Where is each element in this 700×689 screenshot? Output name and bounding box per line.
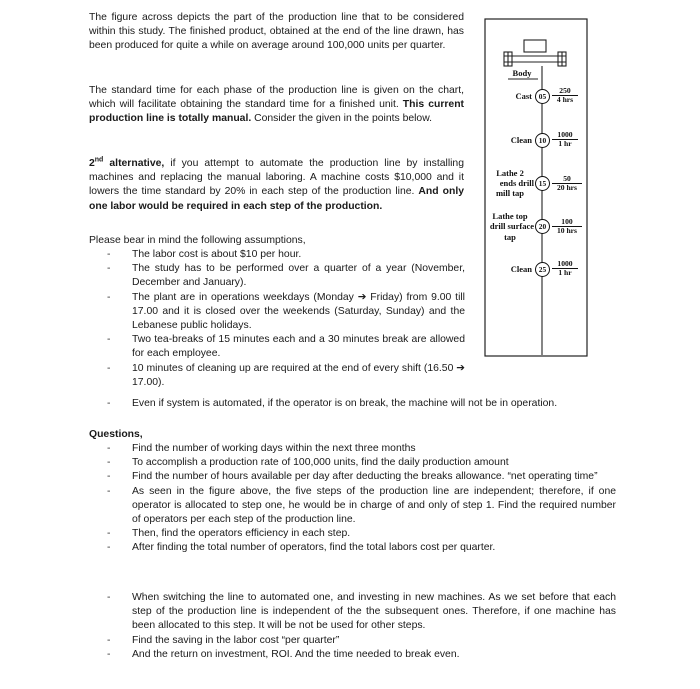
step-25-label: Clean [510,264,532,274]
assumptions-heading: Please bear in mind the following assumptions, [89,235,306,246]
step-20-time [552,218,582,234]
intro-text-2-end: Consider the given in the points below. [251,113,433,125]
step-05-hours: 4 hrs [556,94,574,104]
questions-list [89,442,616,556]
list-item: - As seen in the figure above, the five steps of the production line are independent; therefore, if one operator is allocated to step one, he would be in charge of and only of step 1. Find the required number of operators per each step of the production line. [89,485,616,528]
list-item: - Find the number of hours available per day after deducting the breaks allowance. “net operating time” [89,470,616,484]
step-20-hours: 10 hrs [556,225,578,235]
body-label: Body [512,68,532,78]
step-20-label-1: Lathe top [492,211,528,221]
intro-paragraph-1 [89,11,464,54]
step-10-circle: 10 [535,133,550,148]
list-item: - 10 minutes of cleaning up are required at the end of every shift (16.50 ➔ 17.00). [89,362,465,390]
step-20-circle: 20 [535,219,550,234]
production-line-diagram [484,18,588,357]
list-item: - When switching the line to automated one, and investing in new machines. As we set before that each step of the production line is independent of the the subsequent ones. Therefore, if one machine has been allocated to this step. It will be not be used for other steps. [89,591,616,634]
step-10-hours: 1 hr [558,138,572,148]
step-05-time [552,87,578,103]
step-20-units: 100 [552,218,582,227]
intro-text-1: The figure across depicts the part of the production line that to be considered within this study. The finished product, obtained at the end of the line drawn, has been produced for quite a while on average around 100,000 units per quarter. [89,12,464,52]
manual-line-statement: This current production line is totally manual. [89,99,464,125]
step-15-label-1: Lathe 2 [496,168,524,178]
step-05-units: 250 [552,87,578,96]
alternative-label: alternative, [103,158,165,169]
step-20-label-3: tap [504,232,516,242]
list-item: - The study has to be performed over a quarter of a year (November, December and January). [89,262,465,290]
step-05-circle: 05 [535,89,550,104]
list-item: - The plant are in operations weekdays (Monday ➔ Friday) from 9.00 till 17.00 and it is closed over the weekends (Saturday, Sunday) and the Lebanese public holidays. [89,291,465,334]
list-item: - Then, find the operators efficiency in each step. [89,527,616,541]
step-25-time [552,260,578,276]
alternative-bold-end: And only one labor would be required in each step of the production. [89,186,464,212]
list-item: - Even if system is automated, if the operator is on break, the machine will not be in operation. [89,397,629,411]
step-15-time [552,175,582,191]
questions-list-automation [89,591,616,662]
alternative-text: if you attempt to automate the production line by installing machines and replacing the manual laboring. A machine costs $10,000 and it lowers the time standard by 20% in each step of the production line. [89,158,464,198]
step-15-label-2: ends drill [499,178,534,188]
list-item: - After finding the total number of operators, find the total labors cost per quarter. [89,541,616,555]
step-25-units: 1000 [552,260,578,269]
list-item: - Find the number of working days within the next three months [89,442,616,456]
alternative-number: 2 [89,158,95,169]
questions-heading: Questions, [89,429,143,440]
step-15-label-3: mill tap [495,188,525,198]
step-25-circle: 25 [535,262,550,277]
alternative-paragraph [89,157,464,214]
alternative-superscript: nd [94,156,104,164]
assumptions-list-upper [89,248,465,390]
step-10-units: 1000 [552,131,578,140]
step-10-time [552,131,578,147]
assumptions-list-lower [89,397,629,411]
step-20-label-2: drill surface [489,221,534,231]
step-05-label: Cast [515,91,532,101]
list-item: - Two tea-breaks of 15 minutes each and a 30 minutes break are allowed for each employee. [89,333,465,361]
list-item: - To accomplish a production rate of 100,000 units, find the daily production amount [89,456,616,470]
list-item: - The labor cost is about $10 per hour. [89,248,465,262]
intro-text-2: The standard time for each phase of the production line is given on the chart, which will facilitate obtaining the standard time for a finished unit. [89,85,464,111]
list-item: - And the return on investment, ROI. And the time needed to break even. [89,648,616,662]
intro-paragraph-2 [89,84,464,127]
list-item: - Find the saving in the labor cost “per quarter” [89,634,616,648]
step-25-hours: 1 hr [558,267,572,277]
step-15-hours: 20 hrs [556,182,578,192]
step-15-units: 50 [552,175,582,184]
body-underline [508,78,538,82]
step-10-label: Clean [510,135,532,145]
assembly-icon [504,40,566,66]
step-15-circle: 15 [535,176,550,191]
